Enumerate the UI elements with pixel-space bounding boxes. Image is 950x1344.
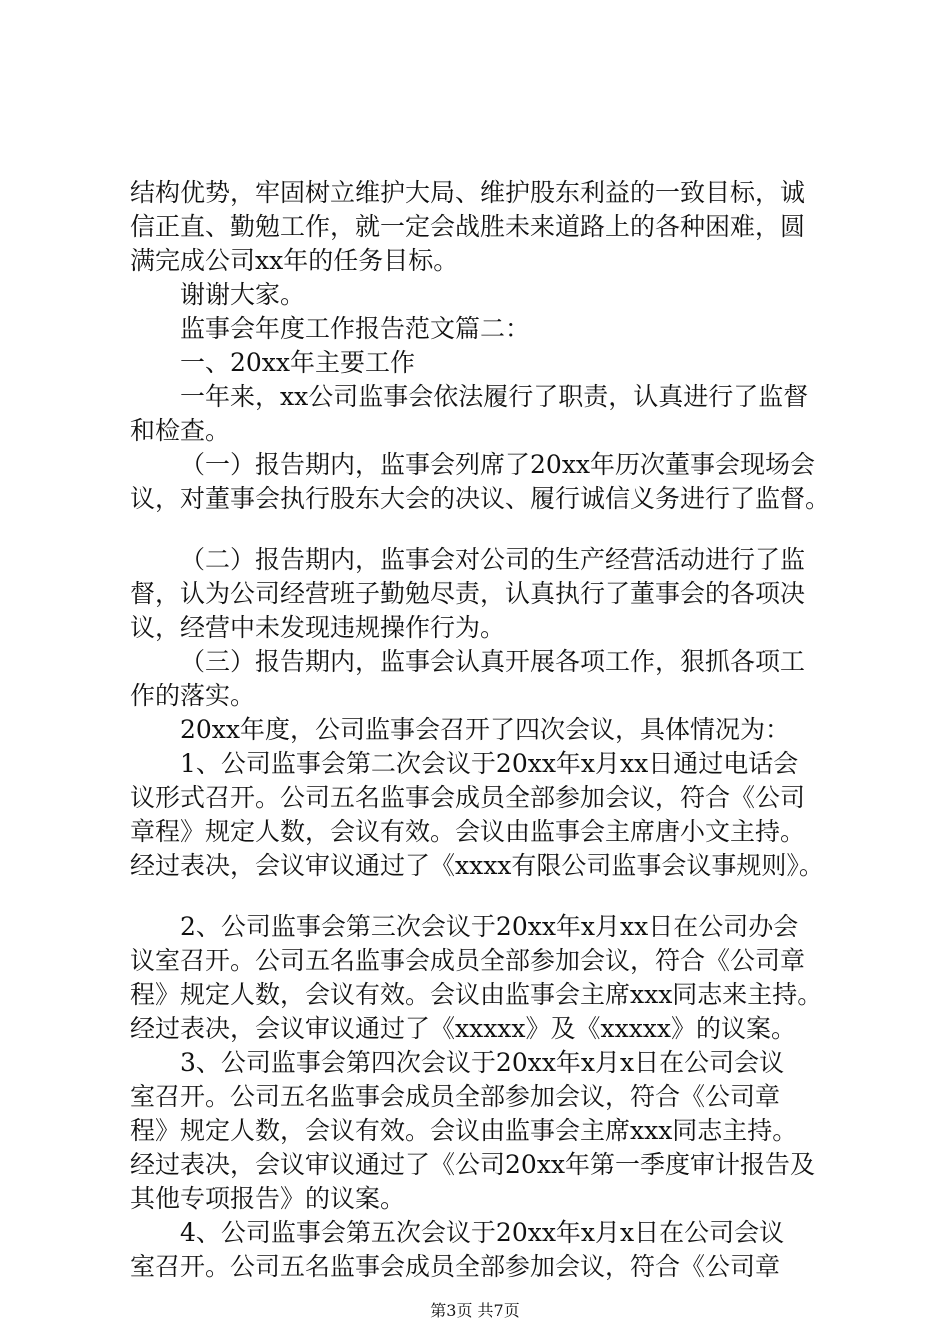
text-line: 议形式召开。公司五名监事会成员全部参加会议，符合《公司 — [130, 783, 806, 812]
text-line: 议，经营中未发现违规操作行为。 — [130, 613, 506, 642]
section-heading: 一、20xx年主要工作 — [180, 348, 416, 377]
text-line: 满完成公司xx年的任务目标。 — [130, 246, 459, 275]
text-line: 其他专项报告》的议案。 — [130, 1184, 406, 1213]
text-line: （三）报告期内，监事会认真开展各项工作，狠抓各项工 — [180, 647, 806, 676]
text-line: 经过表决，会议审议通过了《xxxx有限公司监事会议事规则》。 — [130, 851, 824, 880]
text-line: 一年来，xx公司监事会依法履行了职责，认真进行了监督 — [180, 382, 809, 411]
text-line: 督，认为公司经营班子勤勉尽责，认真执行了董事会的各项决 — [130, 579, 806, 608]
text-line: （二）报告期内，监事会对公司的生产经营活动进行了监 — [180, 545, 806, 574]
text-line: 信正直、勤勉工作，就一定会战胜未来道路上的各种困难，圆 — [130, 212, 806, 241]
text-line: 程》规定人数，会议有效。会议由监事会主席xxx同志来主持。 — [130, 980, 823, 1009]
text-line: 室召开。公司五名监事会成员全部参加会议，符合《公司章 — [130, 1252, 781, 1281]
text-line: 议，对董事会执行股东大会的决议、履行诚信义务进行了监督。 — [130, 484, 831, 513]
text-line: 作的落实。 — [130, 681, 256, 710]
text-line: 结构优势，牢固树立维护大局、维护股东利益的一致目标，诚 — [130, 178, 806, 207]
text-line: 室召开。公司五名监事会成员全部参加会议，符合《公司章 — [130, 1082, 781, 1111]
text-line: 谢谢大家。 — [180, 280, 306, 309]
text-line: 议室召开。公司五名监事会成员全部参加会议，符合《公司章 — [130, 946, 806, 975]
text-line: 和检查。 — [130, 416, 231, 445]
text-line: 经过表决，会议审议通过了《公司20xx年第一季度审计报告及 — [130, 1150, 816, 1179]
text-line: 程》规定人数，会议有效。会议由监事会主席xxx同志主持。 — [130, 1116, 798, 1145]
text-line: 3、公司监事会第四次会议于20xx年x月x日在公司会议 — [180, 1048, 785, 1077]
text-line: 4、公司监事会第五次会议于20xx年x月x日在公司会议 — [180, 1218, 785, 1247]
text-line: 经过表决，会议审议通过了《xxxxx》及《xxxxx》的议案。 — [130, 1014, 796, 1043]
page-number-footer: 第3页 共7页 — [430, 1301, 520, 1320]
text-line: （一）报告期内，监事会列席了20xx年历次董事会现场会 — [180, 450, 816, 479]
section-heading: 监事会年度工作报告范文篇二： — [180, 314, 531, 343]
text-line: 章程》规定人数，会议有效。会议由监事会主席唐小文主持。 — [130, 817, 806, 846]
text-line: 20xx年度，公司监事会召开了四次会议，具体情况为： — [180, 715, 791, 744]
text-line: 1、公司监事会第二次会议于20xx年x月xx日通过电话会 — [180, 749, 799, 778]
text-line: 2、公司监事会第三次会议于20xx年x月xx日在公司办会 — [180, 912, 799, 941]
